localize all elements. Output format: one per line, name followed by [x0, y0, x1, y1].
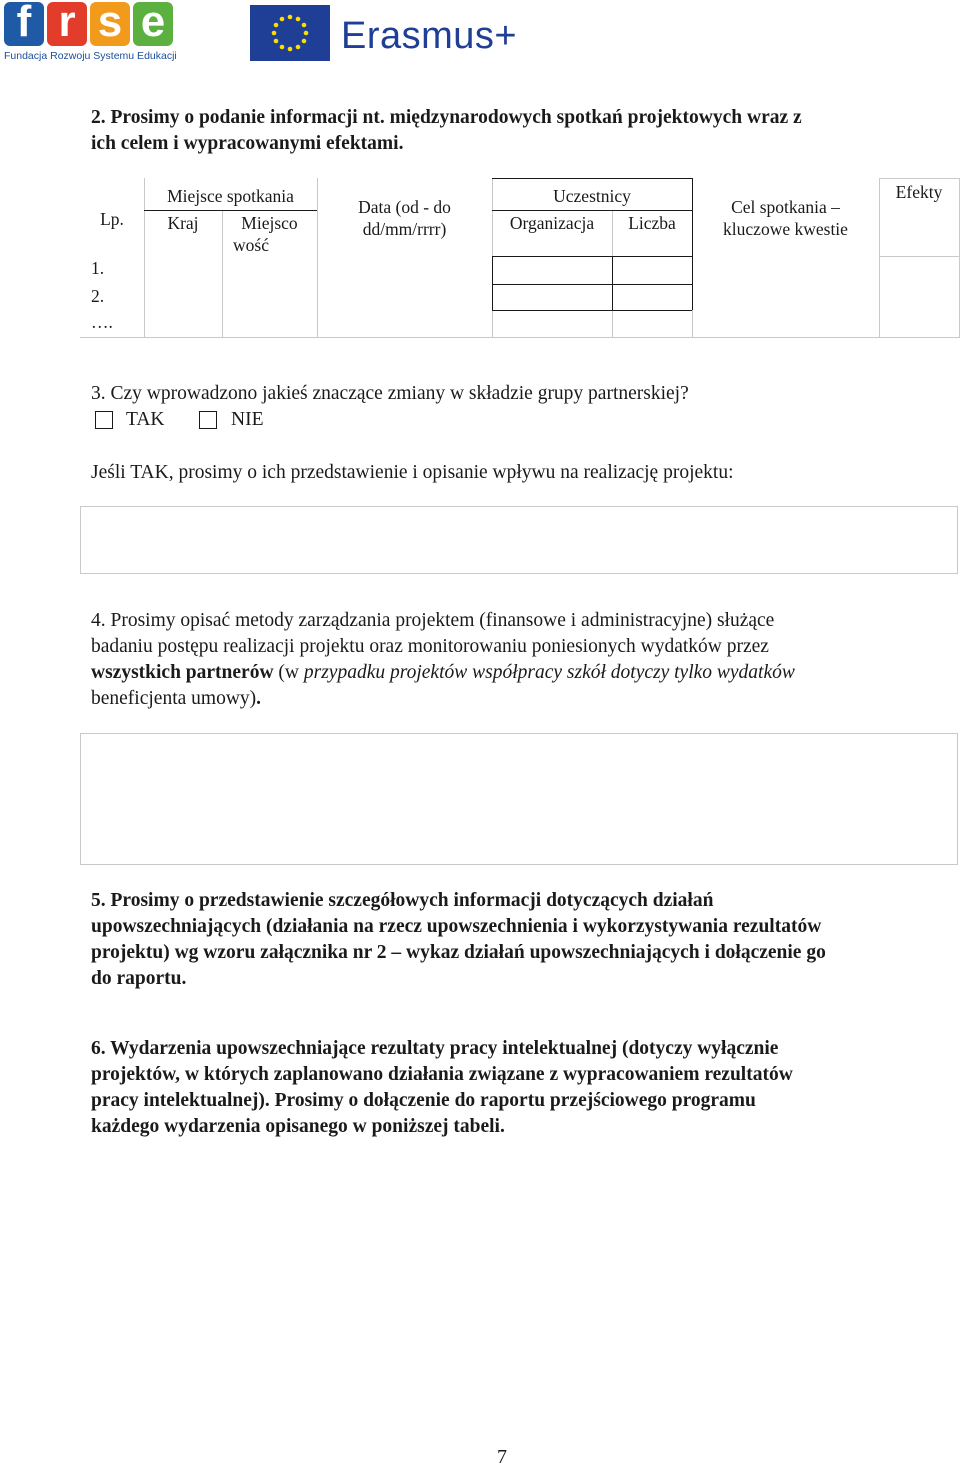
section4-line3: [91, 660, 795, 686]
col-goal-header-line1: Cel spotkania –: [731, 197, 840, 217]
organization-cell-row1[interactable]: [493, 257, 611, 283]
col-participants-group-header: Uczestnicy: [553, 186, 631, 206]
partnership-changes-textarea[interactable]: [80, 506, 958, 574]
organization-cell-row2[interactable]: [493, 285, 611, 309]
frse-letter-r: r: [47, 2, 87, 46]
count-cell-row1[interactable]: [613, 257, 691, 283]
section6-line1: 6. Wydarzenia upowszechniające rezultaty pracy intelektualnej (dotyczy wyłącznie: [91, 1038, 779, 1059]
section5-line2: upowszechniających (działania na rzecz upowszechnienia i wykorzystywania rezultatów: [91, 916, 822, 937]
frse-logo: [4, 2, 176, 66]
section5-line4: do raportu.: [91, 968, 187, 989]
section4-line3-bold: wszystkich partnerów: [91, 662, 274, 683]
table-row-number: 1.: [91, 258, 105, 278]
eu-stars-icon: [250, 5, 330, 61]
page-number: 7: [497, 1446, 507, 1468]
section4-line4: [91, 686, 261, 712]
frse-letter-s: s: [90, 2, 130, 46]
section4-line4-normal: beneficjenta umowy): [91, 688, 257, 709]
no-checkbox[interactable]: [199, 411, 217, 429]
eu-flag-icon: [250, 5, 330, 61]
erasmus-logo-text: Erasmus+: [341, 15, 518, 57]
frse-letters: [4, 2, 173, 46]
col-city-header-line2: wość: [233, 235, 269, 255]
meetings-table: [80, 178, 960, 338]
yes-label: TAK: [126, 409, 165, 430]
section5-line1: 5. Prosimy o przedstawienie szczegółowych informacji dotyczących działań: [91, 890, 714, 911]
col-lp-header: Lp.: [100, 209, 124, 229]
section5-line3: projektu) wg wzoru załącznika nr 2 – wykaz działań upowszechniających i dołączenie go: [91, 942, 826, 963]
no-label: NIE: [231, 409, 264, 430]
section4-line3-normal: (w: [273, 662, 304, 683]
col-count-header: Liczba: [628, 213, 676, 233]
col-goal-header-line2: kluczowe kwestie: [723, 219, 848, 239]
section3-followup: Jeśli TAK, prosimy o ich przedstawienie i opisanie wpływu na realizację projektu:: [91, 462, 734, 483]
table-row-number: 2.: [91, 286, 105, 306]
col-effects-header: Efekty: [895, 182, 943, 202]
section6-line2: projektów, w których zaplanowano działania związane z wypracowaniem rezultatów: [91, 1064, 793, 1085]
section6-line3: pracy intelektualnej). Prosimy o dołączenie do raportu przejściowego programu: [91, 1090, 756, 1111]
col-place-group-header: Miejsce spotkania: [167, 186, 294, 206]
section4-line4-bold: .: [256, 688, 262, 709]
frse-letter-e: e: [133, 2, 173, 46]
table-row-number: ….: [91, 312, 113, 332]
col-country-header: Kraj: [167, 213, 199, 233]
col-date-header-line1: Data (od - do: [358, 197, 451, 217]
col-city-header-line1: Miejsco: [241, 213, 298, 233]
section4-line3-italic: przypadku projektów współpracy szkół dotyczy tylko wydatków: [303, 662, 795, 683]
count-cell-row2[interactable]: [613, 285, 691, 309]
col-organization-header: Organizacja: [509, 213, 595, 233]
section2-heading-line1: 2. Prosimy o podanie informacji nt. międzynarodowych spotkań projektowych wraz z: [91, 107, 802, 128]
frse-letter-f: f: [4, 2, 44, 46]
section4-line2: badaniu postępu realizacji projektu oraz monitorowaniu poniesionych wydatków przez: [91, 636, 769, 657]
yes-checkbox[interactable]: [95, 411, 113, 429]
col-date-header-line2: dd/mm/rrrr): [362, 219, 447, 239]
management-methods-textarea[interactable]: [80, 733, 958, 865]
section4-line1: 4. Prosimy opisać metody zarządzania projektem (finansowe i administracyjne) służące: [91, 610, 775, 631]
frse-caption: Fundacja Rozwoju Systemu Edukacji: [4, 50, 177, 62]
section6-line4: każdego wydarzenia opisanego w poniższej tabeli.: [91, 1116, 505, 1137]
section3-question: 3. Czy wprowadzono jakieś znaczące zmiany w składzie grupy partnerskiej?: [91, 383, 689, 404]
section2-heading-line2: ich celem i wypracowanymi efektami.: [91, 133, 404, 154]
